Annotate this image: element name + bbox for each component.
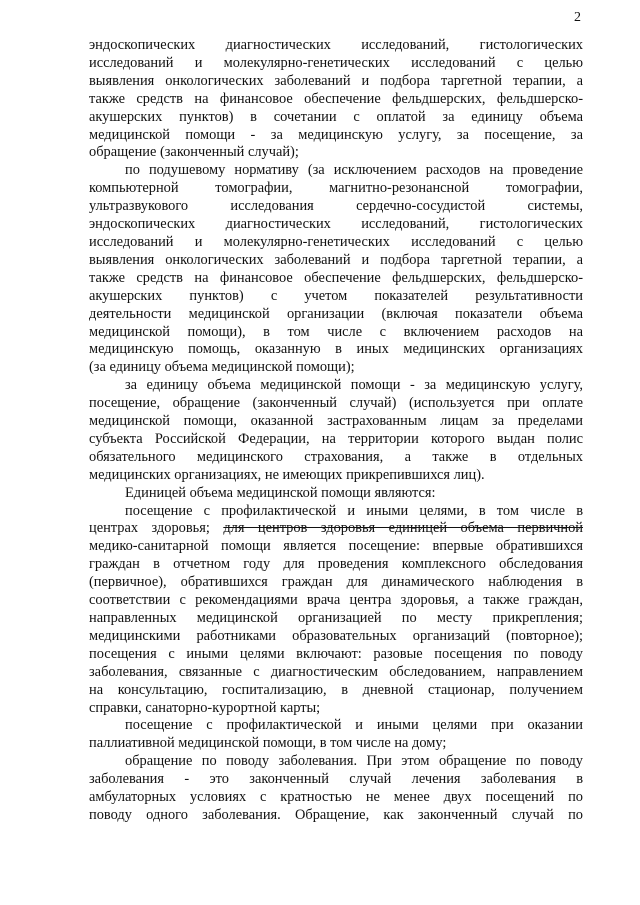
text-line: на консультацию, госпитализацию, в дневной стационар, получением bbox=[89, 681, 583, 698]
text-line: также средств на финансовое обеспечение фельдшерских, фельдшерско- bbox=[89, 269, 583, 286]
text-line: амбулаторных условиях с кратностью не менее двух посещений по bbox=[89, 789, 583, 806]
text-line: (первичное), обратившихся граждан для динамического наблюдения в bbox=[89, 574, 583, 591]
text-line: медицинской помощи, оказанной застрахованным лицам за пределами bbox=[89, 413, 583, 430]
text-line: акушерских пунктов) в сочетании с оплатой за единицу объема bbox=[89, 108, 583, 125]
text-line: исследований и молекулярно-генетических исследований с целью bbox=[89, 54, 583, 71]
text-line: исследований и молекулярно-генетических исследований с целью bbox=[89, 233, 583, 250]
text-line: (за единицу объема медицинской помощи); bbox=[89, 359, 355, 376]
text-fragment: центрах здоровья; bbox=[89, 520, 210, 537]
text-line: выявления онкологических заболеваний и подбора таргетной терапии, а bbox=[89, 72, 583, 89]
text-line: заболевания - это законченный случай лечения заболевания в bbox=[89, 771, 583, 788]
text-line: направленных медицинской организацией по месту прикрепления; bbox=[89, 610, 583, 626]
text-line: обращение (законченный случай); bbox=[89, 144, 299, 161]
page-number: 2 bbox=[574, 10, 581, 25]
text-line: обязательного медицинского страхования, а также в отдельных bbox=[89, 448, 583, 465]
text-line: медицинских организациях, не имеющих прикрепившихся лиц). bbox=[89, 466, 485, 483]
text-line: медицинской помощи - за медицинскую услугу, за посещение, за bbox=[89, 126, 583, 143]
text-line: также средств на финансовое обеспечение фельдшерских, фельдшерско- bbox=[89, 90, 583, 107]
text-line: эндоскопических диагностических исследований, гистологических bbox=[89, 37, 583, 53]
text-line: заболевания, связанные с диагностическим обследованием, направлением bbox=[89, 663, 583, 680]
text-line-with-strike bbox=[89, 520, 583, 538]
text-line: граждан в отчетном году для проведения комплексного обследования bbox=[89, 556, 583, 573]
text-line: медицинскую помощь, оказанную в иных медицинских организациях bbox=[89, 341, 583, 358]
text-line: медико-санитарной помощи является посещение: впервые обратившихся bbox=[89, 538, 583, 555]
text-line: выявления онкологических заболеваний и подбора таргетной терапии, а bbox=[89, 251, 583, 268]
text-line: посещение с профилактической и иными целями, в том числе в bbox=[125, 502, 583, 519]
text-line: акушерских пунктов) с учетом показателей результативности bbox=[89, 287, 583, 304]
text-line: обращение по поводу заболевания. При этом обращение по поводу bbox=[125, 753, 583, 770]
text-line: компьютерной томографии, магнитно-резонансной томографии, bbox=[89, 180, 583, 197]
text-line: паллиативной медицинской помощи, в том числе на дому; bbox=[89, 735, 447, 752]
text-line: по подушевому нормативу (за исключением расходов на проведение bbox=[125, 162, 583, 179]
text-line: Единицей объема медицинской помощи являются: bbox=[125, 484, 436, 501]
text-line: поводу одного заболевания. Обращение, как законченный случай по bbox=[89, 806, 583, 823]
text-line: эндоскопических диагностических исследований, гистологических bbox=[89, 216, 583, 233]
text-line: посещение, обращение (законченный случай) (используется при оплате bbox=[89, 395, 583, 412]
text-line: соответствии с рекомендациями врача центра здоровья, а также граждан, bbox=[89, 592, 583, 609]
text-line: посещения с иными целями включают: разовые посещения по поводу bbox=[89, 645, 583, 662]
text-line: медицинскими работниками образовательных организаций (повторное); bbox=[89, 627, 583, 644]
struck-text: для центров здоровья единицей объема первичной bbox=[223, 520, 583, 537]
text-line: за единицу объема медицинской помощи - за медицинскую услугу, bbox=[125, 377, 583, 394]
text-line: справки, санаторно-курортной карты; bbox=[89, 699, 321, 716]
text-line: ультразвукового исследования сердечно-сосудистой системы, bbox=[89, 198, 583, 215]
text-line: медицинской помощи), в том числе с включением расходов на bbox=[89, 323, 583, 340]
text-line: деятельности медицинской организации (включая показатели объема bbox=[89, 305, 583, 322]
text-line: субъекта Российской Федерации, на территории которого выдан полис bbox=[89, 430, 583, 447]
document-body bbox=[89, 37, 583, 825]
text-line: посещение с профилактической и иными целями при оказании bbox=[125, 717, 583, 734]
